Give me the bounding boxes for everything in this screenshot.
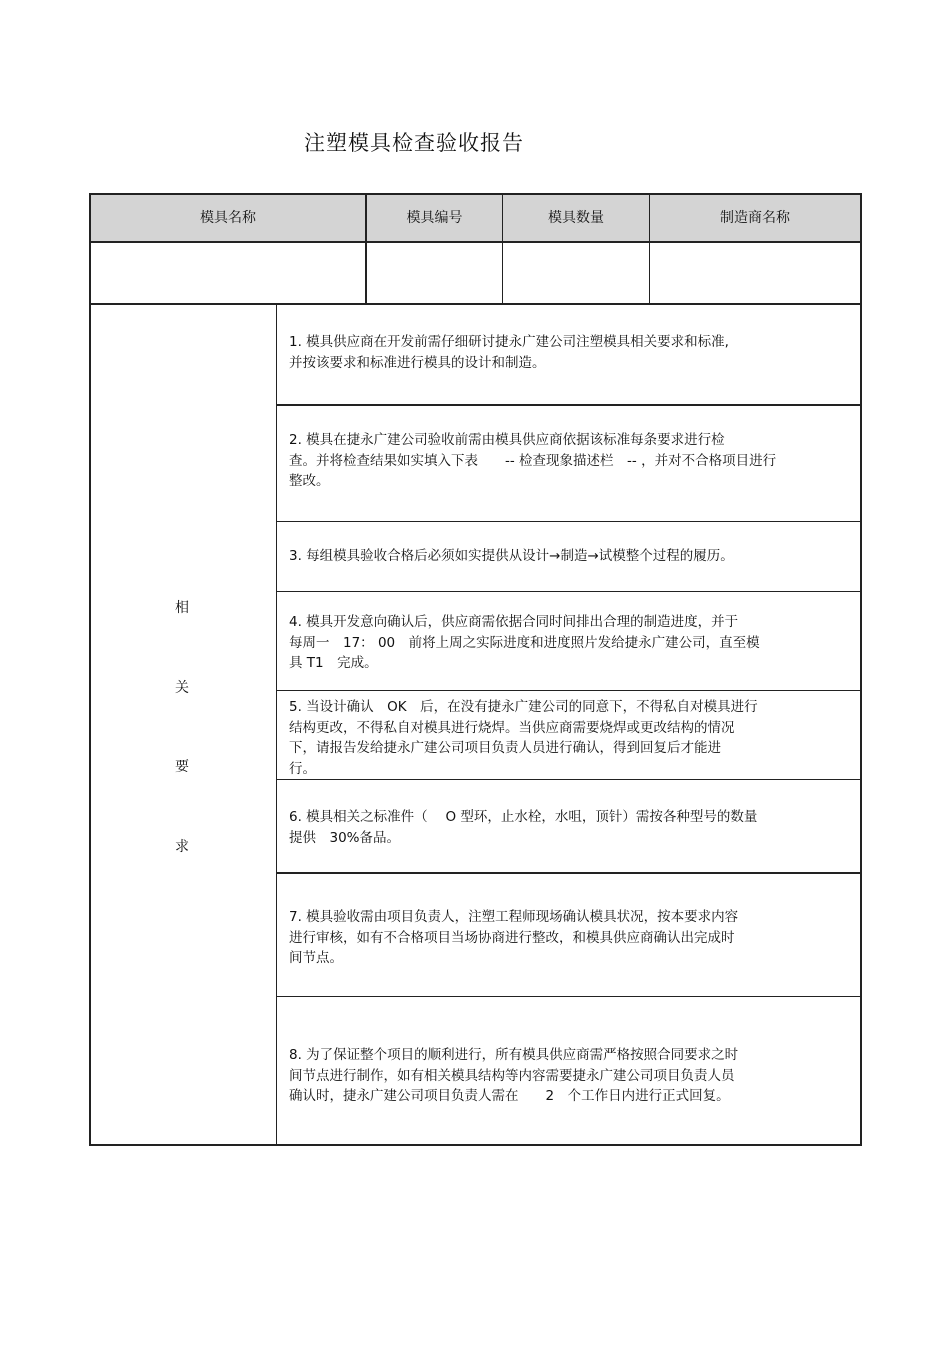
item-line: 整改。 <box>289 473 330 489</box>
item-divider <box>277 521 860 522</box>
item-line: 进行审核，如有不合格项目当场协商进行整改，和模具供应商确认出完成时 <box>289 929 735 946</box>
item-line: 下，请报告发给捷永广建公司项目负责人员进行确认，得到回复后才能进 <box>289 740 721 756</box>
header-mold-number: 模具编号 <box>406 210 463 226</box>
item-line: 确认时，捷永广建公司项目负责人需在 2 个工作日内进行正式回复。 <box>289 1088 730 1104</box>
requirement-item-2 <box>289 430 839 492</box>
requirement-item-3 <box>289 546 839 567</box>
item-line: 间节点进行制作，如有相关模具结构等内容需要捷永广建公司项目负责人员 <box>289 1067 735 1084</box>
item-line: 并按该要求和标准进行模具的设计和制造。 <box>289 354 546 371</box>
item-line: 1. 模具供应商在开发前需仔细研讨捷永广建公司注塑模具相关要求和标准, <box>289 334 729 350</box>
item-line: 3. 每组模具验收合格后必须如实提供从设计→制造→试模整个过程的履历。 <box>289 548 734 564</box>
item-line: 4. 模具开发意向确认后，供应商需依据合同时间排出合理的制造进度，并于 <box>289 614 739 630</box>
item-divider <box>277 591 860 592</box>
requirement-item-6 <box>289 807 839 848</box>
report-title: 注塑模具检查验收报告 <box>304 131 524 155</box>
requirement-item-8 <box>289 1045 839 1107</box>
item-divider <box>277 872 860 874</box>
requirements-label-char: 关 <box>175 680 189 696</box>
item-line: 结构更改，不得私自对模具进行烧焊。当供应商需要烧焊或更改结构的情况 <box>289 719 735 736</box>
item-divider <box>277 690 860 691</box>
requirements-label-char: 求 <box>175 839 189 855</box>
header-mold-quantity: 模具数量 <box>548 210 604 226</box>
item-line: 间节点。 <box>289 950 343 966</box>
requirements-label-char: 要 <box>175 759 189 775</box>
item-line: 5. 当设计确认 OK 后，在没有捷永广建公司的同意下，不得私自对模具进行 <box>289 699 758 715</box>
info-row-divider <box>91 303 860 305</box>
item-divider <box>277 404 860 406</box>
inspection-table <box>89 193 862 1146</box>
mold-quantity-cell[interactable] <box>503 243 649 303</box>
item-divider <box>277 996 860 997</box>
item-line: 提供 30%备品。 <box>289 829 401 846</box>
item-line: 查。并将检查结果如实填入下表 -- 检查现象描述栏 -- ，并对不合格项目进行 <box>289 452 777 469</box>
item-line: 8. 为了保证整个项目的顺利进行，所有模具供应商需严格按照合同要求之时 <box>289 1047 739 1063</box>
item-line: 每周一 17： 00 前将上周之实际进度和进度照片发给捷永广建公司，直至模 <box>289 634 760 651</box>
header-manufacturer-name: 制造商名称 <box>720 210 790 226</box>
requirement-item-4 <box>289 612 839 674</box>
item-line: 具 T1 完成。 <box>289 655 378 671</box>
requirement-item-1 <box>289 332 839 373</box>
item-line: 行。 <box>289 760 316 777</box>
item-line: 2. 模具在捷永广建公司验收前需由模具供应商依据该标准每条要求进行检 <box>289 432 725 448</box>
requirements-col-divider <box>276 304 277 1144</box>
item-line: 6. 模具相关之标准件（ O 型环，止水栓，水咀，顶针）需按各种型号的数量 <box>289 809 758 825</box>
manufacturer-name-cell[interactable] <box>650 243 860 303</box>
mold-name-cell[interactable] <box>91 243 365 303</box>
requirement-item-5 <box>289 697 839 779</box>
item-line: 7. 模具验收需由项目负责人，注塑工程师现场确认模具状况，按本要求内容 <box>289 909 739 925</box>
item-divider <box>277 779 860 780</box>
requirements-label-char: 相 <box>175 600 189 616</box>
header-mold-name: 模具名称 <box>200 210 256 226</box>
requirement-item-7 <box>289 907 839 969</box>
mold-number-cell[interactable] <box>367 243 502 303</box>
